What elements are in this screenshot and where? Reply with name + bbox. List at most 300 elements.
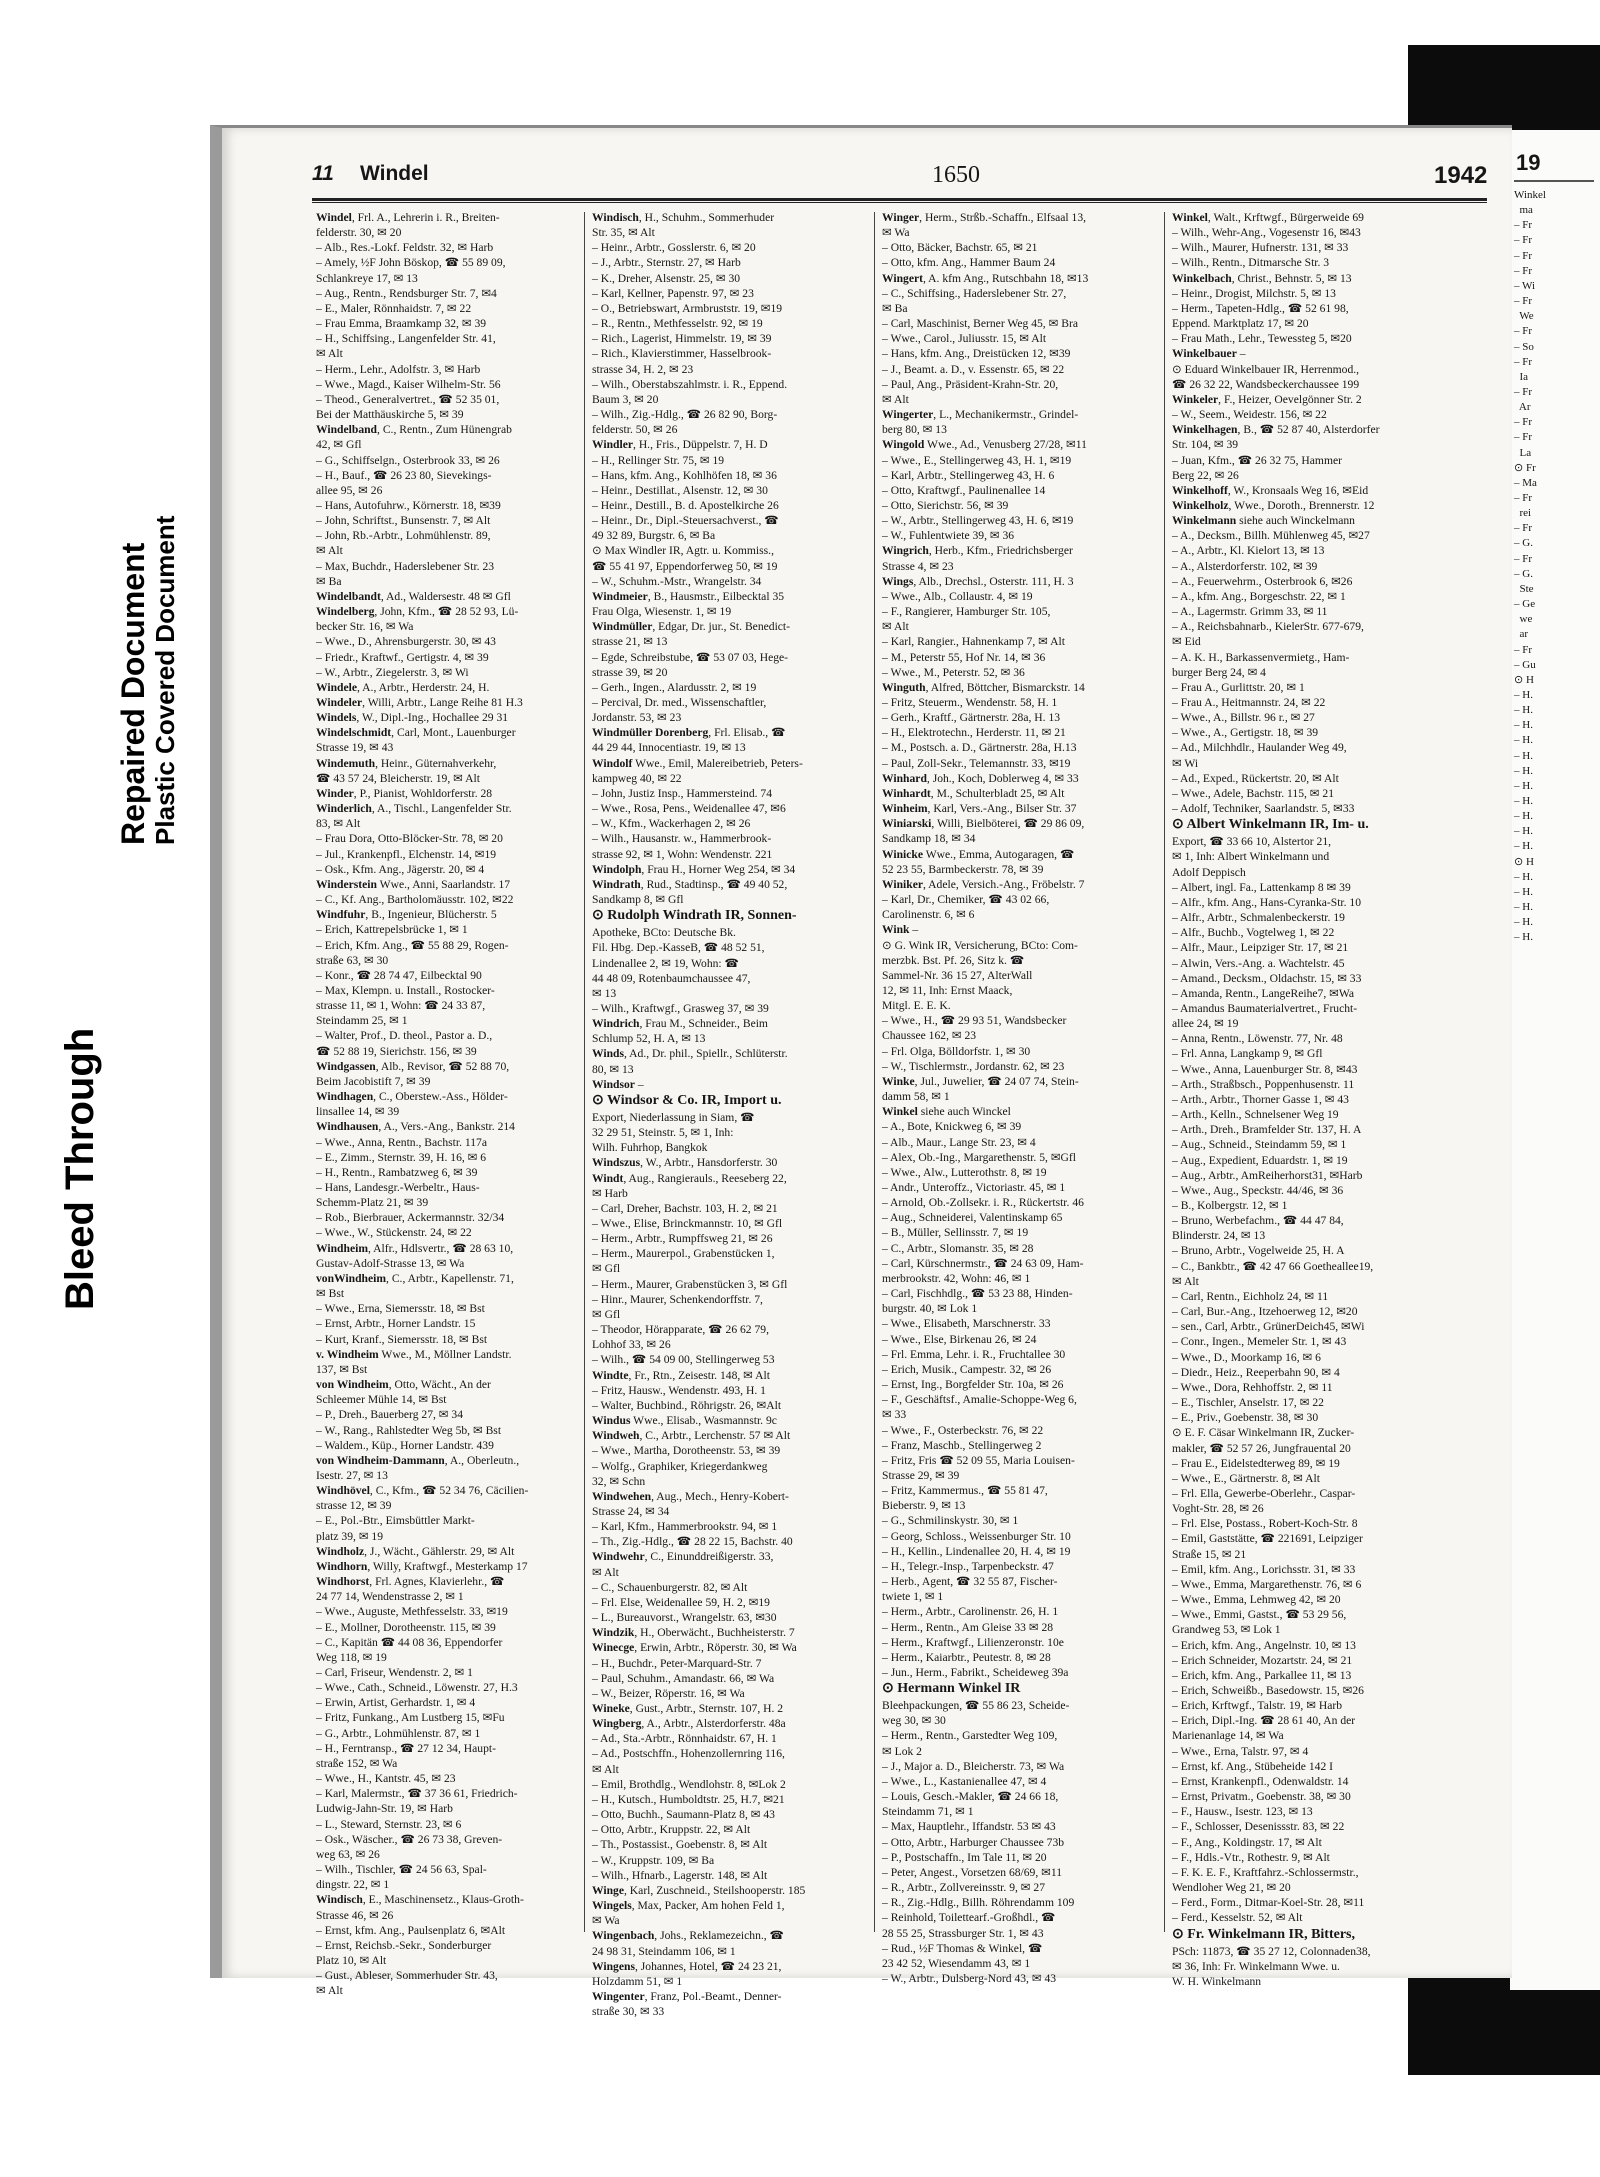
directory-entry — [1172, 1880, 1432, 1895]
directory-entry — [592, 468, 852, 483]
directory-entry — [592, 1292, 852, 1307]
directory-entry — [882, 892, 1142, 907]
directory-column-1 — [316, 210, 576, 1998]
entry-text: 137, ✉ Bst — [316, 1362, 368, 1376]
entry-text: – Heinr., Destillat., Alsenstr. 12, ✉ 30 — [592, 483, 768, 497]
entry-text: – sen., Carl, Arbtr., GrünerDeich45, ✉Wi — [1172, 1320, 1365, 1334]
directory-entry — [882, 983, 1142, 998]
entry-text: Steindamm 71, ✉ 1 — [882, 1805, 974, 1819]
entry-text: – Frau A., Gurlittstr. 20, ✉ 1 — [1172, 680, 1305, 694]
entry-text: – Wwe., Carol., Juliusstr. 15, ✉ Alt — [882, 332, 1047, 346]
next-page-line: We — [1514, 310, 1534, 323]
next-page-rule — [1514, 180, 1594, 182]
directory-entry — [882, 559, 1142, 574]
stamp-plastic-covered: Plastic Covered Document — [150, 515, 180, 845]
directory-entry-head — [882, 816, 1142, 831]
directory-entry — [592, 1443, 852, 1458]
entry-surname: Windholz — [316, 1544, 365, 1558]
entry-text: , Wwe., Doroth., Brennerstr. 12 — [1228, 498, 1375, 512]
entry-text: – F., Geschäftsf., Amalie-Schoppe-Weg 6, — [882, 1393, 1077, 1407]
directory-entry — [882, 1301, 1142, 1316]
directory-entry — [316, 407, 576, 422]
entry-text: – Karl, Kfm., Hammerbrookstr. 94, ✉ 1 — [592, 1520, 778, 1534]
directory-entry-head — [592, 1016, 852, 1031]
entry-text: ⊙ Max Windler IR, Agtr. u. Kommiss., — [592, 544, 774, 558]
next-page-line: – H. — [1514, 688, 1533, 701]
entry-surname: Windmüller — [592, 620, 653, 634]
entry-text: dingstr. 22, ✉ 1 — [316, 1878, 390, 1892]
directory-entry — [316, 1695, 576, 1710]
directory-entry — [882, 1256, 1142, 1271]
directory-entry — [592, 1580, 852, 1595]
directory-entry — [882, 1956, 1142, 1971]
directory-entry — [1172, 1683, 1432, 1698]
directory-entry — [882, 362, 1142, 377]
entry-text: – Wwe., Emmi, Gastst., ☎ 53 29 56, — [1172, 1608, 1347, 1622]
entry-text: – W., Beizer, Röperstr. 16, ✉ Wa — [592, 1686, 745, 1700]
entry-text: – Wilh., Maurer, Hufnerstr. 131, ✉ 33 — [1172, 241, 1349, 255]
directory-entry — [316, 437, 576, 452]
directory-entry — [316, 392, 576, 407]
entry-text: – Herm., Maurerpol., Grabenstücken 1, — [592, 1247, 775, 1261]
entry-text: – Herm., Rentn., Garstedter Weg 109, — [882, 1729, 1058, 1743]
directory-entry — [882, 634, 1142, 649]
directory-entry — [1172, 1759, 1432, 1774]
entry-text: , C., Arbtr., Lerchenstr. 57 ✉ Alt — [639, 1429, 791, 1443]
directory-entry — [882, 1483, 1142, 1498]
directory-entry — [882, 225, 1142, 240]
entry-text: – Herm., Tapeten-Hdlg., ☎ 52 61 98, — [1172, 301, 1349, 315]
entry-surname: Winicke — [882, 847, 924, 861]
header-rule — [312, 198, 1487, 201]
directory-entry-head — [882, 786, 1142, 801]
entry-text: Jordanstr. 53, ✉ 23 — [592, 711, 682, 725]
directory-entry — [316, 453, 576, 468]
next-page-line: Winkel — [1514, 189, 1546, 201]
directory-entry — [882, 589, 1142, 604]
entry-text: – Karl, Malermstr., ☎ 37 36 61, Friedrich- — [316, 1787, 518, 1801]
directory-entry — [1172, 1062, 1432, 1077]
entry-text: W. H. Winkelmann — [1172, 1974, 1262, 1988]
next-page-line: – H. — [1514, 885, 1533, 898]
entry-text: – Wilh., Hausanstr. w., Hammerbrook- — [592, 832, 772, 846]
directory-entry — [882, 1744, 1142, 1759]
directory-entry-head — [592, 210, 852, 225]
directory-entry — [882, 1332, 1142, 1347]
directory-entry-head — [316, 756, 576, 771]
directory-entry-head — [316, 1483, 576, 1498]
entry-text: Berg 22, ✉ 26 — [1172, 468, 1239, 482]
next-page-line: – Fr — [1514, 355, 1533, 368]
directory-entry — [316, 1529, 576, 1544]
entry-text: , Gust., Arbtr., Sternstr. 107, H. 2 — [629, 1702, 784, 1715]
directory-entry-head — [316, 725, 576, 740]
directory-entry-head — [592, 1549, 852, 1564]
entry-text: – Wwe., M., Peterstr. 52, ✉ 36 — [882, 665, 1025, 679]
entry-text: – Wilh., Kraftwgf., Grasweg 37, ✉ 39 — [592, 1001, 769, 1015]
entry-text: – Ernst, Arbtr., Horner Landstr. 15 — [316, 1317, 476, 1331]
entry-text: , Max, Packer, Am hohen Feld 1, — [631, 1899, 785, 1913]
entry-text: PSch: 11873, ☎ 35 27 12, Colonnaden38, — [1172, 1944, 1371, 1958]
entry-text: 32 29 51, Steinstr. 5, ✉ 1, Inh: — [592, 1126, 734, 1140]
entry-text: allee 24, ✉ 19 — [1172, 1017, 1239, 1031]
directory-entry-head — [592, 589, 852, 604]
directory-entry — [592, 1001, 852, 1016]
entry-text: – R., Arbtr., Zollvereinsstr. 9, ✉ 27 — [882, 1881, 1046, 1895]
entry-text: ✉ Alt — [316, 1984, 343, 1998]
directory-entry — [316, 498, 576, 513]
entry-text: – Herm., Lehr., Adolfstr. 3, ✉ Harb — [316, 362, 481, 376]
directory-entry — [882, 1438, 1142, 1453]
entry-text: – Alfr., Buchb., Vogtelweg 1, ✉ 22 — [1172, 926, 1335, 940]
directory-entry-head — [592, 725, 852, 740]
entry-text: – Ernst, kfm. Ang., Paulsenplatz 6, ✉Alt — [316, 1923, 506, 1937]
entry-text: – Otto, Sierichstr. 56, ✉ 39 — [882, 498, 1009, 512]
directory-entry-head — [316, 1559, 576, 1574]
directory-entry — [1172, 286, 1432, 301]
entry-text: – Alwin, Vers.-Ang. a. Wachtelstr. 45 — [1172, 956, 1345, 970]
directory-entry — [592, 831, 852, 846]
entry-text: – Herb., Agent, ☎ 32 55 87, Fischer- — [882, 1575, 1058, 1589]
entry-text: – John, Justiz Insp., Hammersteind. 74 — [592, 786, 773, 800]
directory-entry — [1172, 910, 1432, 925]
entry-text: , Alfr., Hdlsvertr., ☎ 28 63 10, — [367, 1241, 514, 1255]
directory-entry — [592, 1031, 852, 1046]
entry-text: – E., Maler, Rönnhaidstr. 7, ✉ 22 — [316, 301, 472, 315]
directory-entry — [1172, 331, 1432, 346]
directory-entry — [316, 634, 576, 649]
entry-text: – Wolfg., Graphiker, Kriegerdankweg — [592, 1459, 768, 1473]
directory-entry — [882, 528, 1142, 543]
directory-entry — [592, 1731, 852, 1746]
directory-entry — [1172, 619, 1432, 634]
entry-text: – Wwe., Anna, Lauenburger Str. 8, ✉43 — [1172, 1062, 1358, 1076]
directory-entry-head — [592, 1489, 852, 1504]
entry-text: Isestr. 27, ✉ 13 — [316, 1468, 388, 1482]
directory-entry — [882, 1650, 1142, 1665]
next-page-line: – Fr — [1514, 492, 1533, 504]
entry-text: – Andr., Unteroffz., Victoriastr. 45, ✉ 1 — [882, 1181, 1066, 1194]
next-page-line: we — [1514, 613, 1533, 626]
entry-text: – Alex, Ob.-Ing., Margarethenstr. 5, ✉Gfl — [882, 1150, 1076, 1164]
next-page-line: – Fr — [1514, 249, 1533, 262]
directory-entry — [882, 1620, 1142, 1635]
entry-text: – Arth., Dreh., Bramfelder Str. 137, H. A — [1172, 1123, 1362, 1137]
directory-entry-head — [592, 1077, 852, 1092]
directory-entry — [316, 271, 576, 286]
entry-surname: Windheim — [316, 1241, 368, 1255]
next-page-line: – H. — [1514, 916, 1533, 929]
directory-entry — [882, 1574, 1142, 1589]
directory-entry — [592, 1246, 852, 1261]
entry-text: – Erwin, Artist, Gerhardstr. 1, ✉ 4 — [316, 1696, 476, 1710]
entry-text: , B., Ingenieur, Blücherstr. 5 — [365, 908, 497, 922]
entry-text: Wwe., Anni, Saarlandstr. 17 — [376, 877, 511, 891]
directory-entry — [1172, 971, 1432, 986]
next-page-line: Ia — [1514, 370, 1529, 383]
entry-text: – Erich, Krftwgf., Talstr. 19, ✉ Harb — [1172, 1699, 1342, 1713]
entry-text: – Wwe., Erna, Siemersstr. 18, ✉ Bst — [316, 1302, 485, 1316]
directory-entry — [592, 255, 852, 270]
directory-entry — [592, 574, 852, 589]
entry-text: – Ernst, Reichsb.-Sekr., Sonderburger — [316, 1938, 492, 1952]
entry-text: – W., Arbtr., Stellingerweg 43, H. 6, ✉19 — [882, 514, 1074, 528]
directory-entry — [1172, 1122, 1432, 1137]
directory-entry-head — [592, 1640, 852, 1655]
header-year: 1942 — [1434, 162, 1488, 189]
entry-text: ⊙ Rudolph Windrath IR, Sonnen- — [592, 908, 797, 924]
entry-text: , Frau M., Schneider., Beim — [639, 1017, 768, 1031]
next-page-line: – Gu — [1514, 658, 1536, 671]
next-page-line: – H. — [1514, 901, 1533, 914]
entry-surname: Wineke — [592, 1702, 630, 1715]
directory-entry — [592, 392, 852, 407]
directory-entry — [882, 1835, 1142, 1850]
entry-text: – G., Arbtr., Lohmühlenstr. 87, ✉ 1 — [316, 1726, 481, 1740]
directory-entry — [882, 604, 1142, 619]
directory-entry — [1172, 1516, 1432, 1531]
directory-entry — [316, 953, 576, 968]
entry-text: – Friedr., Kraftwf., Gertigstr. 4, ✉ 39 — [316, 650, 489, 664]
column-divider — [1164, 212, 1165, 1932]
entry-text: ✉ Bst — [316, 1287, 345, 1301]
directory-entry — [1172, 1471, 1432, 1486]
entry-text: – Louis, Gesch.-Makler, ☎ 24 66 18, — [882, 1790, 1059, 1804]
directory-entry — [882, 1119, 1142, 1134]
directory-entry-head — [316, 1059, 576, 1074]
entry-text: , Willy, Kraftwgf., Mesterkamp 17 — [367, 1559, 528, 1573]
entry-text: – Otto, Kraftwgf., Paulinenallee 14 — [882, 483, 1046, 497]
entry-text: – Albert, ingl. Fa., Lattenkamp 8 ✉ 39 — [1172, 880, 1351, 894]
entry-text: – Max, Klempn. u. Install., Rostocker- — [316, 983, 495, 997]
directory-entry — [316, 255, 576, 270]
directory-entry-head — [316, 877, 576, 892]
directory-entry — [1172, 1304, 1432, 1319]
entry-text: Schemm-Platz 21, ✉ 39 — [316, 1196, 429, 1210]
directory-entry-head — [592, 619, 852, 634]
entry-text: Sandkamp 18, ✉ 34 — [882, 832, 976, 846]
directory-entry — [882, 1347, 1142, 1362]
directory-entry — [1172, 604, 1432, 619]
directory-page — [210, 125, 1512, 2019]
entry-text: – Franz, Maschb., Stellingerweg 2 — [882, 1438, 1042, 1452]
directory-entry — [1172, 468, 1432, 483]
header-name: Windel — [360, 162, 429, 185]
directory-entry — [592, 1610, 852, 1625]
entry-text: – Ad., Milchhdlr., Haulander Weg 49, — [1172, 741, 1347, 755]
entry-surname: Windszus — [592, 1156, 641, 1170]
entry-text: linsallee 14, ✉ 39 — [316, 1105, 400, 1119]
directory-entry — [592, 407, 852, 422]
entry-text: – Emil, Gaststätte, ☎ 221691, Leipziger — [1172, 1532, 1363, 1546]
directory-entry — [316, 892, 576, 907]
directory-entry — [1172, 665, 1432, 680]
directory-entry — [1172, 316, 1432, 331]
directory-entry — [882, 513, 1142, 528]
entry-text: – A., Arbtr., Kl. Kielort 13, ✉ 13 — [1172, 544, 1325, 558]
directory-entry-head — [592, 1883, 852, 1898]
entry-text: ⊙ Albert Winkelmann IR, Im- u. — [1172, 817, 1369, 833]
directory-entry — [1172, 1744, 1432, 1759]
directory-entry — [592, 1277, 852, 1292]
entry-surname: Windisch — [316, 1893, 363, 1907]
directory-entry — [316, 1225, 576, 1240]
entry-text: – Wwe., H., Kantstr. 45, ✉ 23 — [316, 1772, 456, 1786]
entry-text: – Paul, Zoll-Sekr., Telemannstr. 33, ✉19 — [882, 756, 1071, 770]
directory-entry — [882, 1698, 1142, 1713]
entry-text: – C., Kapitän ☎ 44 08 36, Eppendorfer — [316, 1635, 503, 1649]
entry-text: Wendloher Weg 21, ✉ 20 — [1172, 1881, 1291, 1895]
entry-text: – Carl, Fischhdlg., ☎ 53 23 88, Hinden- — [882, 1287, 1073, 1301]
entry-text: – Fritz, Fris ☎ 52 09 55, Maria Louisen- — [882, 1453, 1075, 1467]
directory-entry — [882, 1377, 1142, 1392]
entry-text: – Karl, Kellner, Papenstr. 97, ✉ 23 — [592, 286, 754, 300]
entry-text: – John, Rb.-Arbtr., Lohmühlenstr. 89, — [316, 529, 491, 543]
entry-surname: Winguth — [882, 680, 926, 694]
entry-text: – Otto, Arbtr., Kruppstr. 22, ✉ Alt — [592, 1823, 751, 1837]
directory-entry — [592, 225, 852, 240]
directory-entry — [592, 1110, 852, 1125]
entry-surname: Winkelholz — [1172, 498, 1229, 512]
entry-text: Wwe., Ad., Venusberg 27/28, ✉11 — [924, 438, 1087, 452]
entry-text: – Wwe., D., Ahrensburgerstr. 30, ✉ 43 — [316, 635, 496, 649]
directory-entry — [1172, 1456, 1432, 1471]
directory-entry — [882, 862, 1142, 877]
directory-entry — [882, 377, 1142, 392]
directory-entry — [316, 1104, 576, 1119]
directory-entry — [592, 1595, 852, 1610]
entry-text: – Reinhold, Toilettearf.-Großhdl., ☎ — [882, 1911, 1056, 1925]
entry-text: , Frl. A., Lehrerin i. R., Breiten- — [351, 211, 500, 224]
entry-text: – Wilh., ☎ 54 09 00, Stellingerweg 53 — [592, 1353, 775, 1367]
directory-entry — [316, 1256, 576, 1271]
directory-entry — [1172, 1365, 1432, 1380]
entry-text: , C., Oberstew.-Ass., Hölder- — [373, 1090, 508, 1104]
entry-text: – Wwe., D., Moorkamp 16, ✉ 6 — [1172, 1350, 1321, 1364]
entry-surname: Windwehr — [592, 1550, 645, 1564]
directory-entry — [1172, 740, 1432, 755]
directory-entry — [316, 1938, 576, 1953]
entry-text: – Heinr., Drogist, Milchstr. 5, ✉ 13 — [1172, 286, 1336, 300]
directory-entry — [1172, 1944, 1432, 1959]
entry-text: – Georg, Schloss., Weissenburger Str. 10 — [882, 1529, 1071, 1543]
directory-entry — [1172, 1926, 1432, 1944]
entry-text: , Aug., Mech., Henry-Kobert- — [651, 1489, 789, 1503]
directory-entry — [592, 1398, 852, 1413]
directory-entry-head — [1172, 498, 1432, 513]
directory-entry — [1172, 634, 1432, 649]
entry-text: , H., Oberwächt., Buchheisterstr. 7 — [634, 1626, 795, 1640]
entry-text: , Johs., Reklamezeichn., ☎ — [654, 1929, 785, 1943]
entry-text: , Willi, Arbtr., Lange Reihe 81 H.3 — [362, 696, 523, 709]
directory-entry — [592, 695, 852, 710]
directory-entry — [592, 801, 852, 816]
directory-entry — [1172, 1819, 1432, 1834]
entry-surname: Windrich — [592, 1017, 640, 1031]
entry-text: – Gust., Ableser, Sommerhuder Str. 43, — [316, 1969, 498, 1983]
directory-entry — [316, 225, 576, 240]
entry-text: – Hinr., Maurer, Schenkendorffstr. 7, — [592, 1292, 763, 1306]
entry-text: – Wwe., Rosa, Pens., Weidenallee 47, ✉6 — [592, 802, 786, 816]
entry-text: , Karl, Zuschneid., Steilshooperstr. 185 — [624, 1883, 806, 1897]
directory-entry — [316, 1726, 576, 1741]
entry-text: , Carl, Mont., Lauenburger — [391, 726, 516, 740]
directory-entry — [592, 1352, 852, 1367]
entry-text: ✉ Wa — [592, 1914, 620, 1928]
entry-text: – Alfr., kfm. Ang., Hans-Cyranka-Str. 10 — [1172, 895, 1362, 909]
entry-surname: Windele — [316, 680, 358, 694]
entry-text: ⊙ G. Wink IR, Versicherung, BCto: Com- — [882, 938, 1078, 952]
entry-text: – Hans, kfm. Ang., Dreistücken 12, ✉39 — [882, 347, 1071, 361]
directory-entry — [882, 953, 1142, 968]
directory-entry-head — [316, 589, 576, 604]
directory-entry — [1172, 940, 1432, 955]
entry-text: , Rud., Stadtinsp., ☎ 49 40 52, — [640, 877, 788, 891]
directory-entry — [316, 1862, 576, 1877]
entry-text: – Jun., Herm., Fabrikt., Scheideweg 39a — [882, 1666, 1069, 1679]
directory-entry — [316, 483, 576, 498]
entry-text: Straße 15, ✉ 21 — [1172, 1547, 1247, 1561]
directory-entry — [1172, 1410, 1432, 1425]
entry-text: – Wwe., Elise, Brinckmannstr. 10, ✉ Gfl — [592, 1217, 783, 1230]
directory-entry — [1172, 225, 1432, 240]
directory-entry — [316, 983, 576, 998]
directory-entry — [1172, 1350, 1432, 1365]
directory-entry-head — [316, 680, 576, 695]
directory-entry — [592, 925, 852, 940]
entry-text: Wwe., M., Möllner Landstr. — [378, 1347, 512, 1361]
column-divider — [874, 212, 875, 1932]
entry-text: , Erwin, Arbtr., Röperstr. 30, ✉ Wa — [634, 1641, 797, 1655]
column-divider — [584, 212, 585, 1932]
directory-entry — [882, 1453, 1142, 1468]
entry-text: 44 29 44, Innocentiastr. 19, ✉ 13 — [592, 741, 746, 755]
entry-surname: Windsor — [592, 1077, 635, 1091]
directory-entry — [316, 1847, 576, 1862]
directory-entry — [592, 1186, 852, 1201]
directory-entry — [1172, 1425, 1432, 1440]
entry-text: – W., Arbtr., Ziegelerstr. 3, ✉ Wi — [316, 665, 469, 679]
entry-surname: Winkelmann — [1172, 514, 1237, 528]
entry-text: – Wwe., Emma, Margarethenstr. 76, ✉ 6 — [1172, 1577, 1362, 1591]
entry-text: – Erich, Kattrepelsbrücke 1, ✉ 1 — [316, 923, 468, 937]
directory-entry-head — [592, 1171, 852, 1186]
entry-text: – Bruno, Werbefachm., ☎ 44 47 84, — [1172, 1214, 1344, 1228]
entry-text: , H., Fris., Düppelstr. 7, H. D — [633, 438, 768, 452]
entry-text: weg 63, ✉ 26 — [316, 1847, 380, 1861]
entry-text: – Wwe., L., Kastanienallee 47, ✉ 4 — [882, 1774, 1047, 1788]
directory-entry-head — [316, 710, 576, 725]
entry-text: – Ernst, Krankenpfl., Odenwaldstr. 14 — [1172, 1774, 1349, 1788]
entry-surname: Winkeler — [1172, 392, 1219, 406]
entry-text: – Hans, Landesgr.-Werbeltr., Haus- — [316, 1181, 480, 1194]
entry-text: – W., Schuhm.-Mstr., Wrangelstr. 34 — [592, 574, 762, 588]
directory-entry — [1172, 1804, 1432, 1819]
entry-text: – Hans, Autofuhrw., Körnerstr. 18, ✉39 — [316, 498, 501, 512]
entry-text: – C., Schauenburgerstr. 82, ✉ Alt — [592, 1580, 748, 1594]
directory-entry — [882, 346, 1142, 361]
directory-entry-head — [316, 1377, 576, 1392]
directory-entry — [1172, 1031, 1432, 1046]
entry-text: – — [634, 1077, 644, 1091]
directory-entry-head — [1172, 422, 1432, 437]
directory-entry-head — [592, 1428, 852, 1443]
entry-surname: Windweh — [592, 1429, 640, 1443]
directory-entry-head — [316, 210, 576, 225]
directory-entry — [882, 650, 1142, 665]
directory-entry — [592, 1231, 852, 1246]
entry-text: – Emil, kfm. Ang., Lorichsstr. 31, ✉ 33 — [1172, 1562, 1356, 1576]
